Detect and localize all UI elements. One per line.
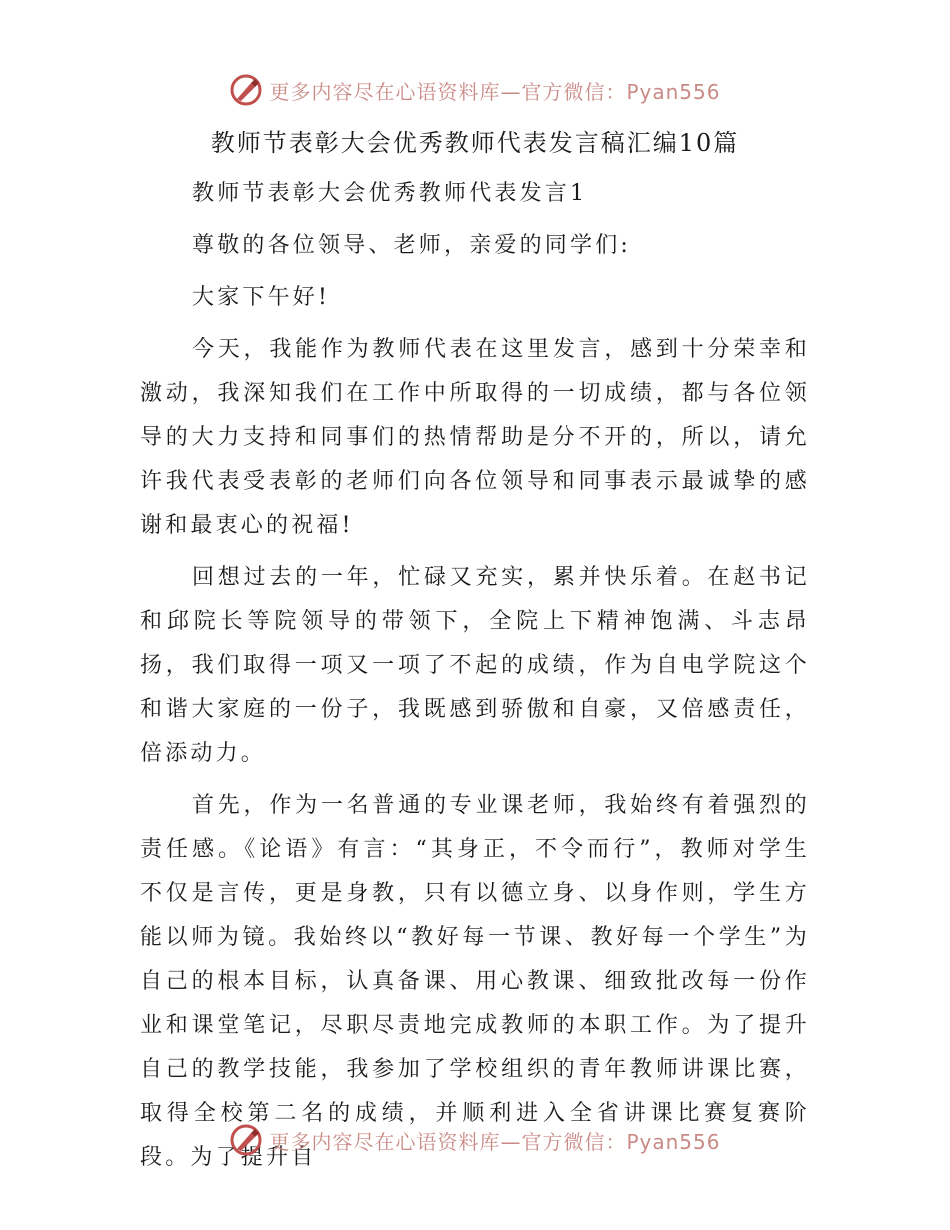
header-banner-text: 更多内容尽在心语资料库—官方微信：Pyan556	[269, 79, 721, 104]
paragraph: 今天，我能作为教师代表在这里发言，感到十分荣幸和激动，我深知我们在工作中所取得的一切成绩，都与各位领导的大力支持和同事们的热情帮助是分不开的，所以，请允许我代表受表彰的老师们向各位领导和同事表示最诚挚的感谢和最衷心的祝福!	[140, 337, 810, 538]
section-heading: 教师节表彰大会优秀教师代表发言1	[192, 181, 588, 206]
document-body	[140, 172, 810, 1188]
footer-watermark-banner	[0, 1120, 950, 1160]
document-title: 教师节表彰大会优秀教师代表发言稿汇编10篇	[210, 129, 740, 157]
footer-banner-text: 更多内容尽在心语资料库—官方微信：Pyan556	[269, 1129, 721, 1154]
header-watermark-banner	[0, 70, 950, 110]
logo-icon	[229, 1123, 263, 1157]
greeting: 大家下午好!	[192, 285, 331, 310]
paragraph: 首先，作为一名普通的专业课老师，我始终有着强烈的责任感。《论语》有言：“其身正，不令而行”，教师对学生不仅是言传，更是身教，只有以德立身、以身作则，学生方能以师为镜。我始终以“教好每一节课、教好每一个学生”为自己的根本目标，认真备课、用心教课、细致批改每一份作业和课堂笔记，尽职尽责地完成教师的本职工作。为了提升自己的教学技能，我参加了学校组织的青年教师讲课比赛，取得全校第二名的成绩，并顺利进入全省讲课比赛复赛阶段。为了提升自	[140, 793, 810, 1170]
paragraph: 回想过去的一年，忙碌又充实，累并快乐着。在赵书记和邱院长等院领导的带领下，全院上下精神饱满、斗志昂扬，我们取得一项又一项了不起的成绩，作为自电学院这个和谐大家庭的一份子，我既感到骄傲和自豪，又倍感责任，倍添动力。	[140, 565, 810, 766]
salutation: 尊敬的各位领导、老师，亲爱的同学们:	[192, 233, 632, 258]
logo-icon	[229, 73, 263, 107]
